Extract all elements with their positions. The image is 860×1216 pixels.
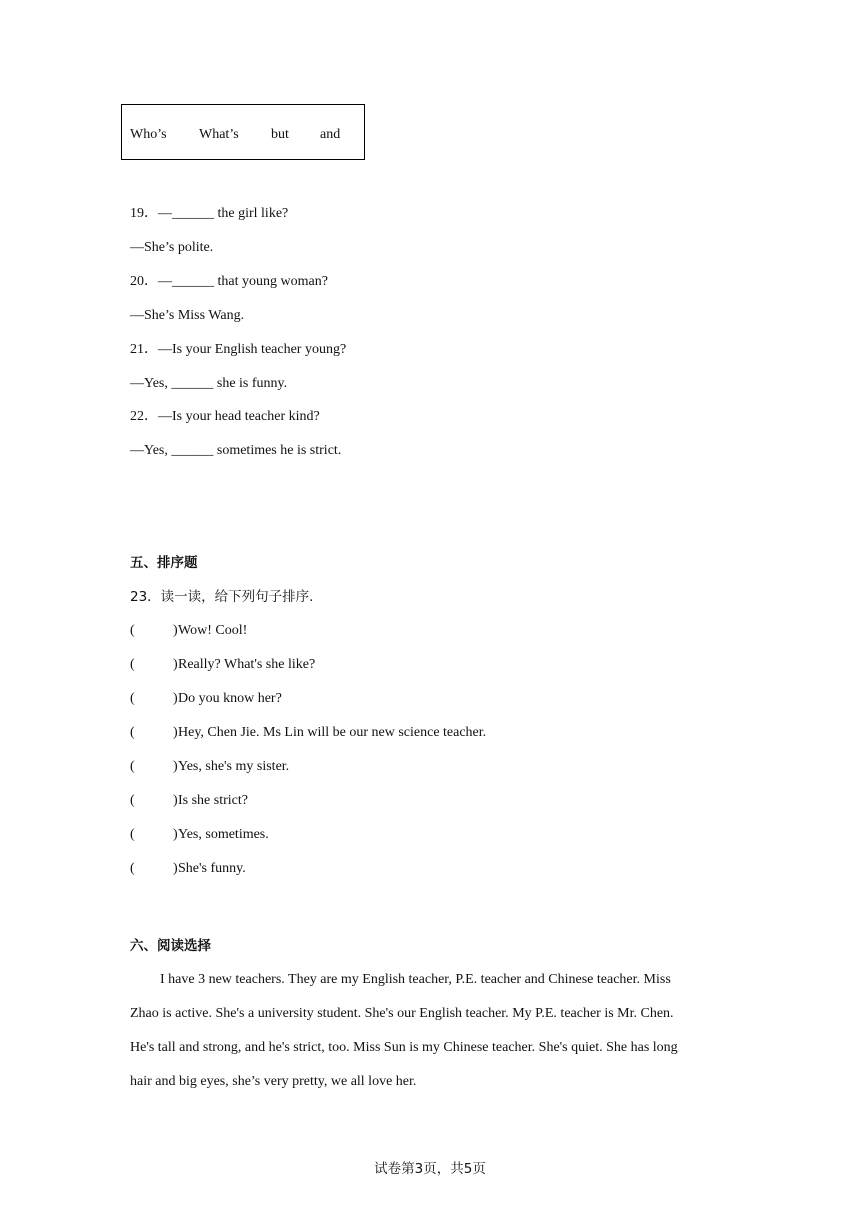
- question-number: 19．: [130, 206, 158, 221]
- ordering-sentence: Really? What's she like?: [178, 657, 316, 672]
- question-20: [130, 273, 328, 291]
- answer-bracket-close: ): [173, 759, 178, 774]
- answer-line: —She’s Miss Wang.: [130, 308, 245, 323]
- section-heading: 六、阅读选择: [130, 938, 211, 954]
- question-21: [130, 341, 346, 359]
- word-bank-item: Who’s: [130, 127, 167, 142]
- question-prompt: 23．读一读，给下列句子排序.: [130, 589, 314, 605]
- answer-bracket-close: ): [173, 861, 178, 876]
- ordering-sentence: Do you know her?: [178, 691, 282, 706]
- answer-bracket-close: ): [173, 623, 178, 638]
- question-line: —Is your head teacher kind?: [158, 409, 320, 424]
- answer-bracket-open: (: [130, 759, 135, 774]
- question-number: 22．: [130, 409, 158, 424]
- answer-bracket-open: (: [130, 793, 135, 808]
- question-22: [130, 408, 320, 426]
- answer-bracket-close: ): [173, 691, 178, 706]
- answer-bracket-open: (: [130, 725, 135, 740]
- ordering-sentence: Yes, she's my sister.: [178, 759, 290, 774]
- answer-bracket-close: ): [173, 657, 178, 672]
- page-footer: 试卷第3页，共5页: [374, 1161, 486, 1177]
- ordering-sentence: Hey, Chen Jie. Ms Lin will be our new science teacher.: [178, 725, 487, 740]
- answer-bracket-open: (: [130, 657, 135, 672]
- word-bank-item: but: [271, 127, 289, 142]
- ordering-sentence: Yes, sometimes.: [178, 827, 269, 842]
- question-number: 20．: [130, 274, 158, 289]
- answer-bracket-close: ): [173, 725, 178, 740]
- answer-bracket-open: (: [130, 623, 135, 638]
- passage-line: I have 3 new teachers. They are my English teacher, P.E. teacher and Chinese teacher. Miss: [160, 972, 671, 987]
- question-line: —______ that young woman?: [158, 274, 328, 289]
- answer-bracket-open: (: [130, 827, 135, 842]
- word-bank-item: and: [320, 127, 341, 142]
- answer-line: —She’s polite.: [130, 240, 214, 255]
- passage-line: Zhao is active. She's a university student. She's our English teacher. My P.E. teacher is Mr. Chen.: [130, 1006, 674, 1021]
- answer-line: —Yes, ______ she is funny.: [130, 376, 288, 391]
- word-bank-box: [121, 104, 365, 160]
- answer-bracket-close: ): [173, 827, 178, 842]
- ordering-sentence: Is she strict?: [178, 793, 248, 808]
- answer-bracket-open: (: [130, 861, 135, 876]
- answer-bracket-open: (: [130, 691, 135, 706]
- passage-line: hair and big eyes, she’s very pretty, we all love her.: [130, 1074, 417, 1089]
- ordering-sentence: Wow! Cool!: [178, 623, 248, 638]
- word-bank-item: What’s: [199, 127, 239, 142]
- answer-line: —Yes, ______ sometimes he is strict.: [130, 443, 342, 458]
- question-number: 21．: [130, 342, 158, 357]
- question-line: —______ the girl like?: [158, 206, 289, 221]
- answer-bracket-close: ): [173, 793, 178, 808]
- section-heading: 五、排序题: [130, 555, 198, 571]
- question-line: —Is your English teacher young?: [158, 342, 347, 357]
- question-19: [130, 205, 288, 223]
- ordering-sentence: She's funny.: [178, 861, 246, 876]
- passage-line: He's tall and strong, and he's strict, too. Miss Sun is my Chinese teacher. She's quiet. She has long: [130, 1040, 678, 1055]
